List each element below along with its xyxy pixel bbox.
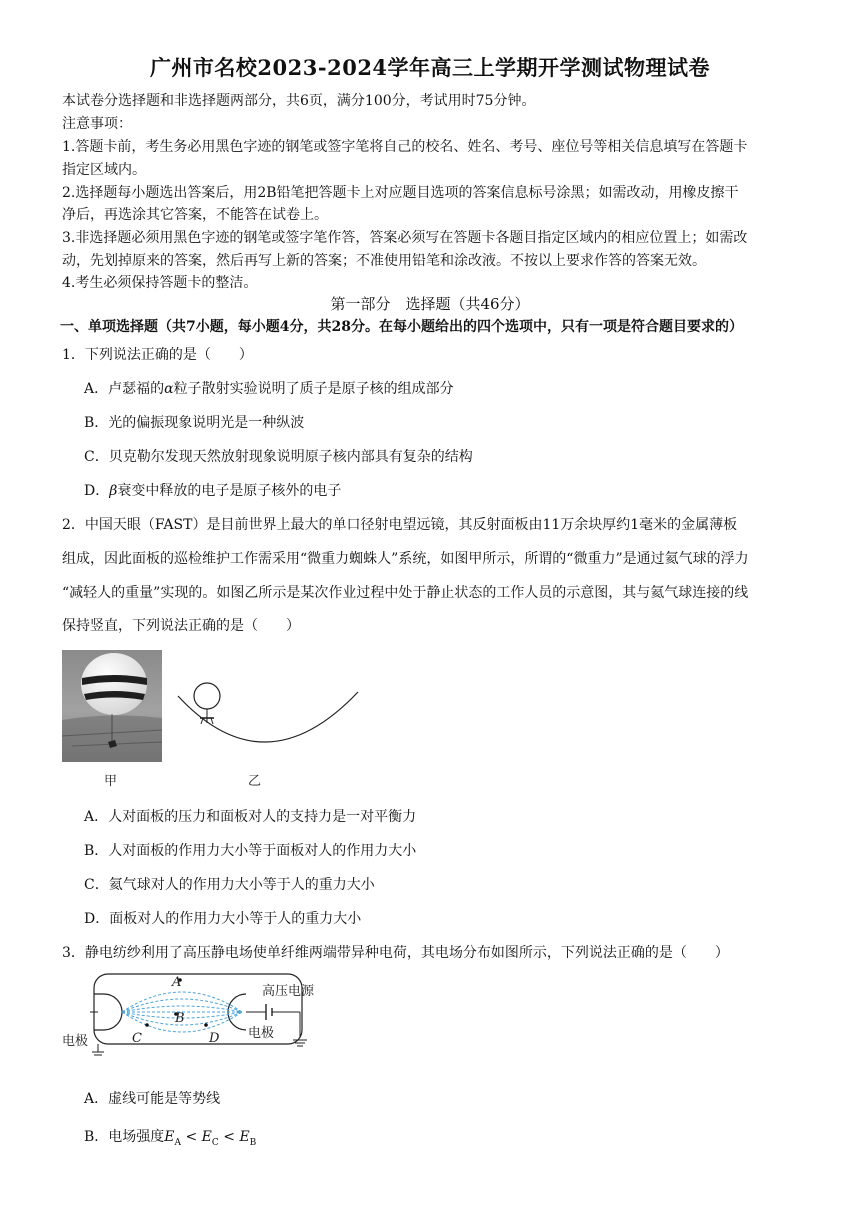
q1-option-d[interactable]	[84, 480, 341, 500]
point-d-label: D	[209, 1031, 220, 1046]
option-text: 光的偏振现象说明光是一种纵波	[108, 415, 305, 431]
option-text: B．电场强度	[84, 1129, 165, 1145]
q2-stem-line-1: 2．中国天眼（FAST）是目前世界上最大的单口径射电望远镜，其反射面板由11万余块厚约1毫米的金属薄板	[62, 517, 738, 533]
q2-option-b[interactable]: B．人对面板的作用力大小等于面板对人的作用力大小	[84, 843, 417, 859]
right-electrode-label: 电极	[248, 1026, 275, 1041]
q1-option-c[interactable]	[84, 446, 473, 466]
q2-option-a[interactable]: A．人对面板的压力和面板对人的支持力是一对平衡力	[84, 809, 417, 825]
subscript-c: C	[211, 1137, 219, 1148]
option-text: 贝克勒尔发现天然放射现象说明原子核内部具有复杂的结构	[108, 449, 473, 465]
notice-3-line-1: 3.非选择题必须用黑色字迹的钢笔或签字笔作答，答案必须写在答题卡各题目指定区域内的相应位置上；如需改	[62, 230, 748, 246]
less-than: <	[218, 1129, 240, 1145]
q1-option-b[interactable]	[84, 412, 304, 432]
q2-option-c[interactable]: C．氦气球对人的作用力大小等于人的重力大小	[84, 877, 375, 893]
q2-stem-line-4: 保持竖直，下列说法正确的是（ ）	[62, 618, 300, 634]
notice-1-line-2: 指定区域内。	[62, 162, 146, 178]
beta-symbol: β	[109, 483, 118, 499]
section-title: 一、单项选择题（共7小题，每小题4分，共28分。在每小题给出的四个选项中，只有一项是符合题目要求的）	[60, 319, 743, 335]
notice-1-line-1: 1.答题卡前，考生务必用黑色字迹的钢笔或签字笔将自己的校名、姓名、考号、座位号等相关信息填写在答题卡	[62, 139, 748, 155]
q1-stem: 1．下列说法正确的是（ ）	[62, 347, 253, 363]
q3-option-a[interactable]: A．虚线可能是等势线	[84, 1091, 221, 1107]
notice-2-line-2: 净后，再选涂其它答案，不能答在试卷上。	[62, 207, 328, 223]
q3-option-b[interactable]	[84, 1126, 256, 1148]
field-symbol: E	[201, 1129, 212, 1145]
notice-heading: 注意事项：	[62, 116, 132, 132]
schematic-figure	[170, 672, 370, 748]
option-label: A．	[84, 381, 109, 397]
option-label: B．	[84, 415, 109, 431]
field-symbol: E	[164, 1129, 175, 1145]
q2-stem-line-2: 组成，因此面板的巡检维护工作需采用“微重力蜘蛛人”系统，如图甲所示，所谓的“微重力”是通过氦气球的浮力	[62, 551, 749, 567]
q2-stem-line-3: “减轻人的重量”实现的。如图乙所示是某次作业过程中处于静止状态的工作人员的示意图，其与氦气球连接的线	[62, 585, 749, 601]
exam-intro: 本试卷分选择题和非选择题两部分，共6页，满分100分，考试用时75分钟。	[62, 93, 536, 109]
alpha-symbol: α	[164, 381, 174, 397]
part-title: 第一部分 选择题（共46分）	[330, 295, 530, 313]
point-a-label: A	[172, 975, 182, 990]
option-label: D．	[84, 483, 110, 499]
q1-option-a[interactable]	[84, 378, 454, 398]
figure-label-jia: 甲	[104, 774, 118, 789]
option-text-post: 衰变中释放的电子是原子核外的电子	[117, 483, 342, 499]
notice-3-line-2: 动，先划掉原来的答案，然后再写上新的答案；不准使用铅笔和涂改液。不按以上要求作答的答案无效。	[62, 253, 706, 269]
point-b-label: B	[175, 1011, 185, 1026]
exam-title: 广州市名校2023-2024学年高三上学期开学测试物理试卷	[149, 55, 711, 80]
option-label: C．	[84, 449, 109, 465]
less-than: <	[181, 1129, 202, 1145]
field-symbol: E	[239, 1129, 250, 1145]
q2-option-d[interactable]: D．面板对人的作用力大小等于人的重力大小	[84, 911, 362, 927]
balloon-photo-figure	[62, 650, 162, 762]
subscript-a: A	[174, 1137, 182, 1148]
figure-label-yi: 乙	[248, 774, 262, 789]
notice-2-line-1: 2.选择题每小题选出答案后，用2B铅笔把答题卡上对应题目选项的答案信息标号涂黑；如需改动，用橡皮擦干	[62, 185, 739, 201]
q3-stem: 3．静电纺纱利用了高压静电场使单纤维两端带异种电荷，其电场分布如图所示，下列说法正确的是（ ）	[62, 945, 729, 961]
notice-4: 4.考生必须保持答题卡的整洁。	[62, 275, 258, 291]
point-c-label: C	[132, 1031, 142, 1046]
power-supply-label: 高压电源	[262, 984, 315, 999]
option-text-post: 粒子散射实验说明了质子是原子核的组成部分	[173, 381, 454, 397]
left-electrode-label: 电极	[62, 1034, 89, 1049]
option-text-pre: 卢瑟福的	[108, 381, 165, 397]
subscript-b: B	[249, 1137, 257, 1148]
